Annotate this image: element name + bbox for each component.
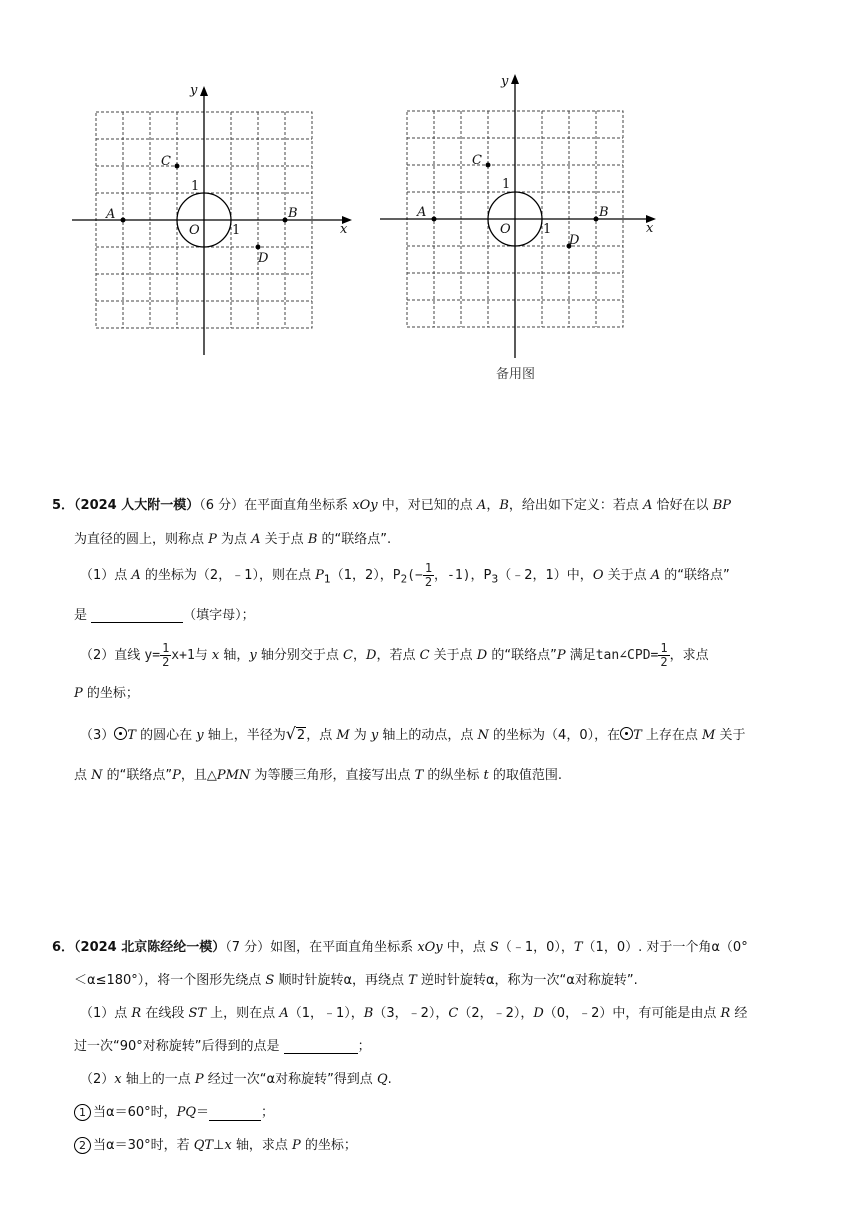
p5-q2-line-2: P 的坐标；: [74, 686, 139, 701]
line-equation: y= $\frac{1}{2}$ x+1: [144, 641, 195, 669]
label-y: y: [190, 83, 198, 98]
problem-number: 5．: [52, 498, 75, 513]
label-b: B: [288, 206, 298, 221]
p6-q2-sub2: 2 当α＝30°时，若 QT⊥x 轴，求点 P 的坐标；: [74, 1134, 357, 1154]
p6-line-1: 6．（2024 北京陈经纶一模）（7 分）如图，在平面直角坐标系 xOy 中，点 S（﹣1，0），T（1，0）. 对于一个角α（0°: [52, 940, 748, 955]
answer-blank[interactable]: [209, 1106, 261, 1121]
point-a: [121, 218, 126, 223]
label-one-y: 1: [502, 177, 511, 192]
label-a: A: [417, 205, 427, 220]
problem-source: （2024 北京陈经纶一模）: [74, 940, 226, 955]
p5-q2-line: （2）直线 y= $\frac{1}{2}$ x+1与 x 轴，y 轴分别交于点 C，D，若点 C 关于点 D 的“联络点”P 满足tan∠CPD= $\frac{1}{2}$ ，求点: [80, 641, 709, 669]
label-c: C: [161, 154, 171, 169]
problem-source: （2024 人大附一模）: [74, 498, 200, 513]
sqrt-symbol: √2: [285, 724, 306, 743]
coordinate-grid-1: [60, 78, 360, 363]
label-one-y: 1: [191, 179, 200, 194]
coordinate-figure-2: [372, 70, 672, 382]
p6-q1-line-2: 过一次“90°对称旋转”后得到的点是 ；: [74, 1039, 371, 1054]
coordinate-grid-2: [372, 70, 672, 382]
label-b: B: [599, 205, 609, 220]
p5-q1-line-2: 是 （填字母）；: [74, 608, 255, 623]
p5-q3-line-2: 点 N 的“联络点”P，且△PMN 为等腰三角形，直接写出点 T 的纵坐标 t 的取值范围.: [74, 768, 563, 783]
point-a: [432, 217, 437, 222]
label-x: x: [340, 222, 348, 237]
p6-q2-sub1: 1 当α＝60°时，PQ＝ ；: [74, 1101, 274, 1121]
problem-score: （7 分）: [225, 940, 271, 955]
label-one-x: 1: [232, 223, 241, 238]
p6-q2-line: （2）x 轴上的一点 P 经过一次“α对称旋转”得到点 Q.: [80, 1072, 392, 1087]
p2-expression: $P_2(-$ $\frac{1}{2}$ ，-1): [392, 561, 471, 589]
point-b: [594, 217, 599, 222]
label-one-x: 1: [543, 222, 552, 237]
label-d: D: [258, 251, 269, 266]
point-b: [283, 218, 288, 223]
label-o: O: [500, 222, 511, 237]
label-d: D: [569, 233, 580, 248]
p5-q3-line: （3） T 的圆心在 y 轴上，半径为√2，点 M 为 y 轴上的动点，点 N 的坐标为（4，0），在 T 上存在点 M 关于: [80, 724, 746, 743]
p6-q1-line: （1）点 R 在线段 ST 上，则在点 A（1，﹣1），B（3，﹣2），C（2，﹣2），D（0，﹣2）中，有可能是由点 R 经: [80, 1006, 748, 1021]
figure-caption: 备用图: [496, 367, 536, 382]
tan-expression: tan∠CPD= $\frac{1}{2}$: [595, 641, 668, 669]
coordinate-figure-1: [60, 78, 360, 363]
problem-score: （6 分）: [199, 498, 245, 513]
point-d: [256, 245, 261, 250]
p6-line-2: ＜α≤180°），将一个图形先绕点 S 顺时针旋转α，再绕点 T 逆时针旋转α，称为一次“α对称旋转”.: [74, 973, 638, 988]
answer-blank[interactable]: [284, 1039, 358, 1054]
label-x: x: [646, 221, 654, 236]
label-c: C: [472, 153, 482, 168]
label-o: O: [189, 223, 200, 238]
circle-dot-icon: [620, 727, 633, 740]
label-y: y: [501, 74, 509, 89]
circle-dot-icon: [114, 727, 127, 740]
label-a: A: [106, 207, 116, 222]
p5-line-2: 为直径的圆上，则称点 P 为点 A 关于点 B 的“联络点”.: [74, 532, 392, 547]
p5-q1-line: （1）点 A 的坐标为（2，﹣1），则在点 $P_1(1$，2），$P_2(-$ $\frac{1}{2}$ ，-1)，$P_3(﹣2$，1）中，O 关于点 A 的“联络点”: [80, 561, 730, 589]
answer-blank[interactable]: [91, 608, 183, 623]
problem-number: 6．: [52, 940, 75, 955]
circled-number-1: 1: [74, 1104, 91, 1121]
point-c: [486, 163, 491, 168]
p5-line-1: 5．（2024 人大附一模）（6 分）在平面直角坐标系 xOy 中，对已知的点 A，B，给出如下定义：若点 A 恰好在以 BP: [52, 498, 731, 513]
circled-number-2: 2: [74, 1137, 91, 1154]
point-c: [175, 164, 180, 169]
